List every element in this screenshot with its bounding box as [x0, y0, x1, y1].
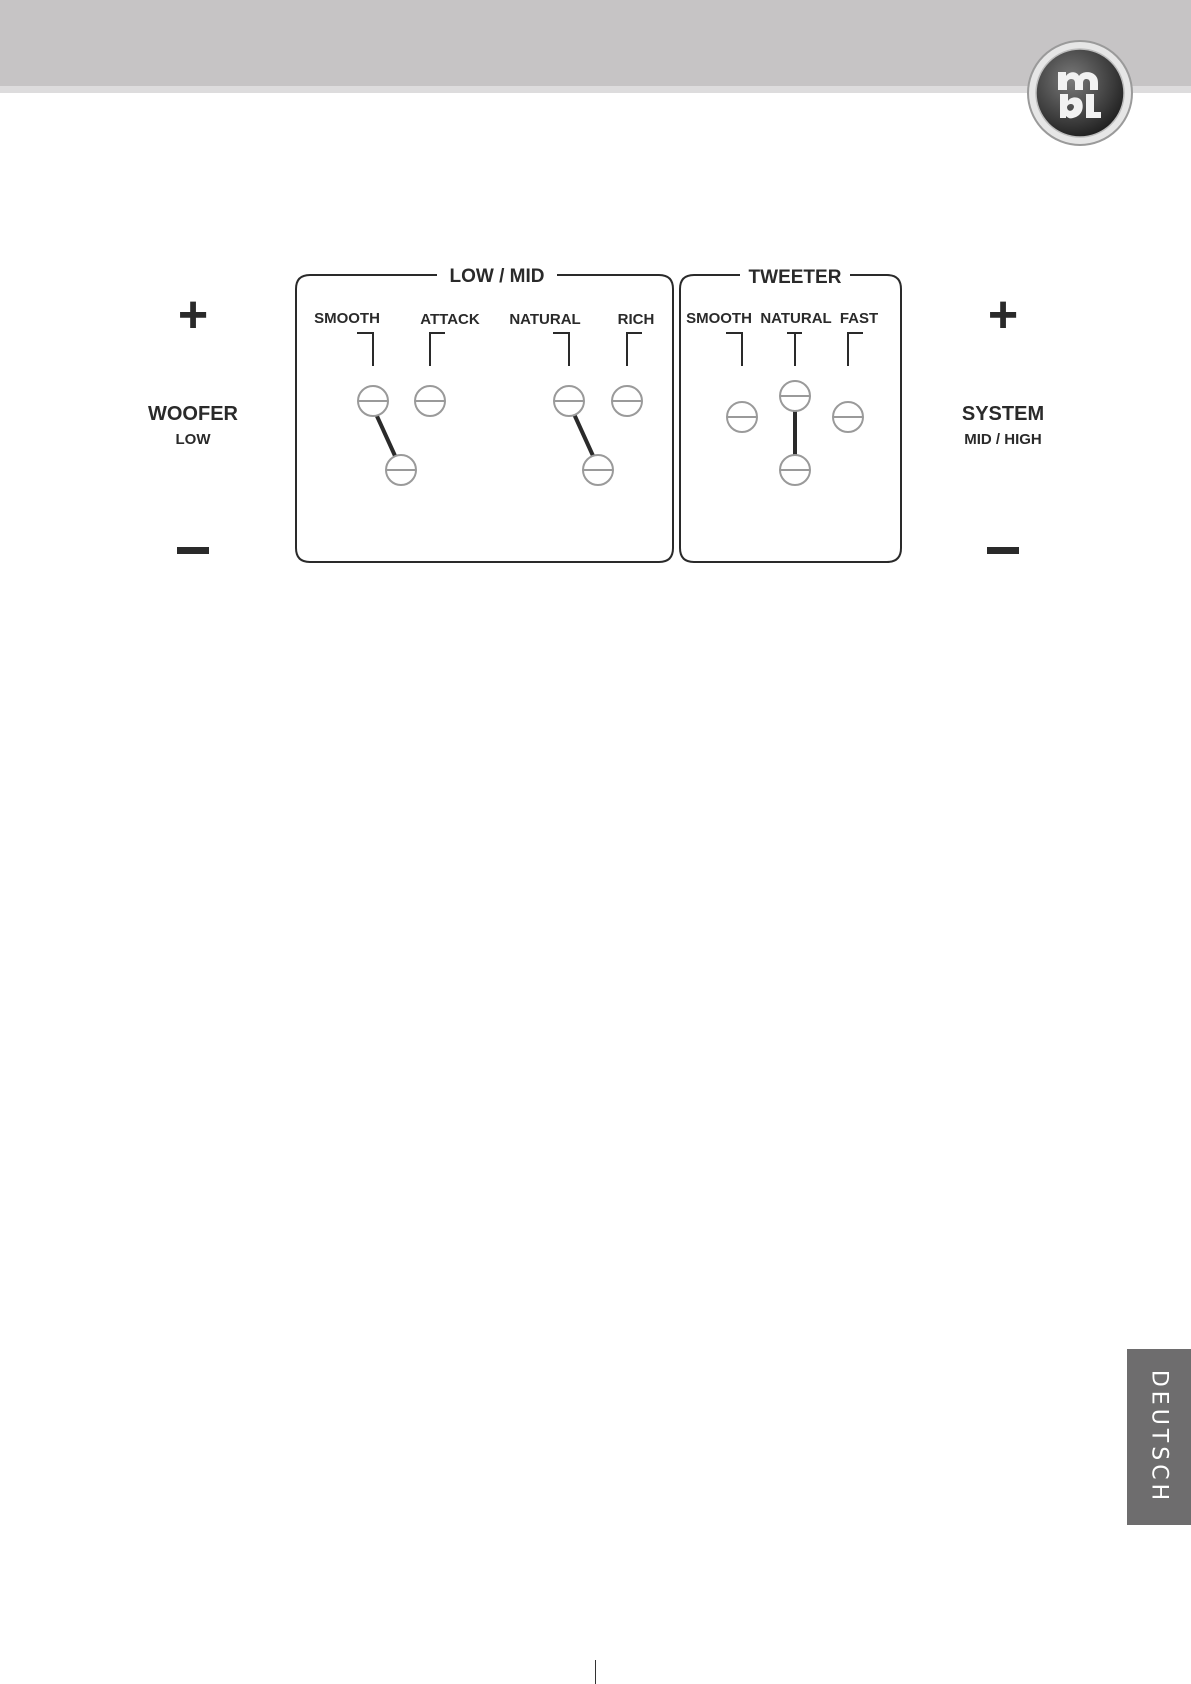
tweeter-natural-bracket	[787, 333, 802, 366]
terminal-screw	[386, 455, 416, 485]
label-lowmid-attack: ATTACK	[420, 311, 480, 328]
page-center-mark	[595, 1660, 596, 1684]
terminal-screw	[583, 455, 613, 485]
system-sublabel: MID / HIGH	[964, 431, 1042, 448]
lowmid-smooth-bracket	[357, 333, 373, 366]
language-tab	[1127, 1349, 1191, 1525]
woofer-minus-symbol	[177, 547, 209, 554]
woofer-plus-symbol: +	[177, 286, 209, 344]
tweeter-smooth-bracket	[726, 333, 742, 366]
lowmid-left-jumper	[376, 414, 396, 458]
switch-diagram	[0, 0, 1191, 620]
system-plus-symbol: +	[987, 286, 1019, 344]
low-mid-panel-title: LOW / MID	[449, 266, 545, 287]
terminal-screw	[612, 386, 642, 416]
label-lowmid-natural: NATURAL	[509, 311, 581, 328]
lowmid-rich-bracket	[627, 333, 642, 366]
terminal-screw	[415, 386, 445, 416]
terminal-screw	[780, 455, 810, 485]
system-minus-symbol	[987, 547, 1019, 554]
tweeter-fast-bracket	[848, 333, 863, 366]
lowmid-natural-bracket	[553, 333, 569, 366]
label-lowmid-rich: RICH	[617, 311, 655, 328]
terminal-screw	[780, 381, 810, 411]
language-tab-label: DEUTSCH	[1146, 1369, 1172, 1505]
lowmid-attack-bracket	[430, 333, 445, 366]
label-lowmid-smooth: SMOOTH	[314, 310, 380, 327]
terminal-screw	[833, 402, 863, 432]
label-tweeter-fast: FAST	[839, 310, 879, 327]
label-tweeter-smooth: SMOOTH	[686, 310, 752, 327]
lowmid-right-jumper	[574, 414, 594, 458]
system-label: SYSTEM	[961, 403, 1045, 425]
tweeter-panel-title: TWEETER	[748, 267, 842, 288]
label-tweeter-natural: NATURAL	[760, 310, 832, 327]
woofer-label: WOOFER	[148, 403, 238, 425]
woofer-sublabel: LOW	[175, 431, 211, 448]
terminal-screw	[554, 386, 584, 416]
terminal-screw	[727, 402, 757, 432]
terminal-screw	[358, 386, 388, 416]
